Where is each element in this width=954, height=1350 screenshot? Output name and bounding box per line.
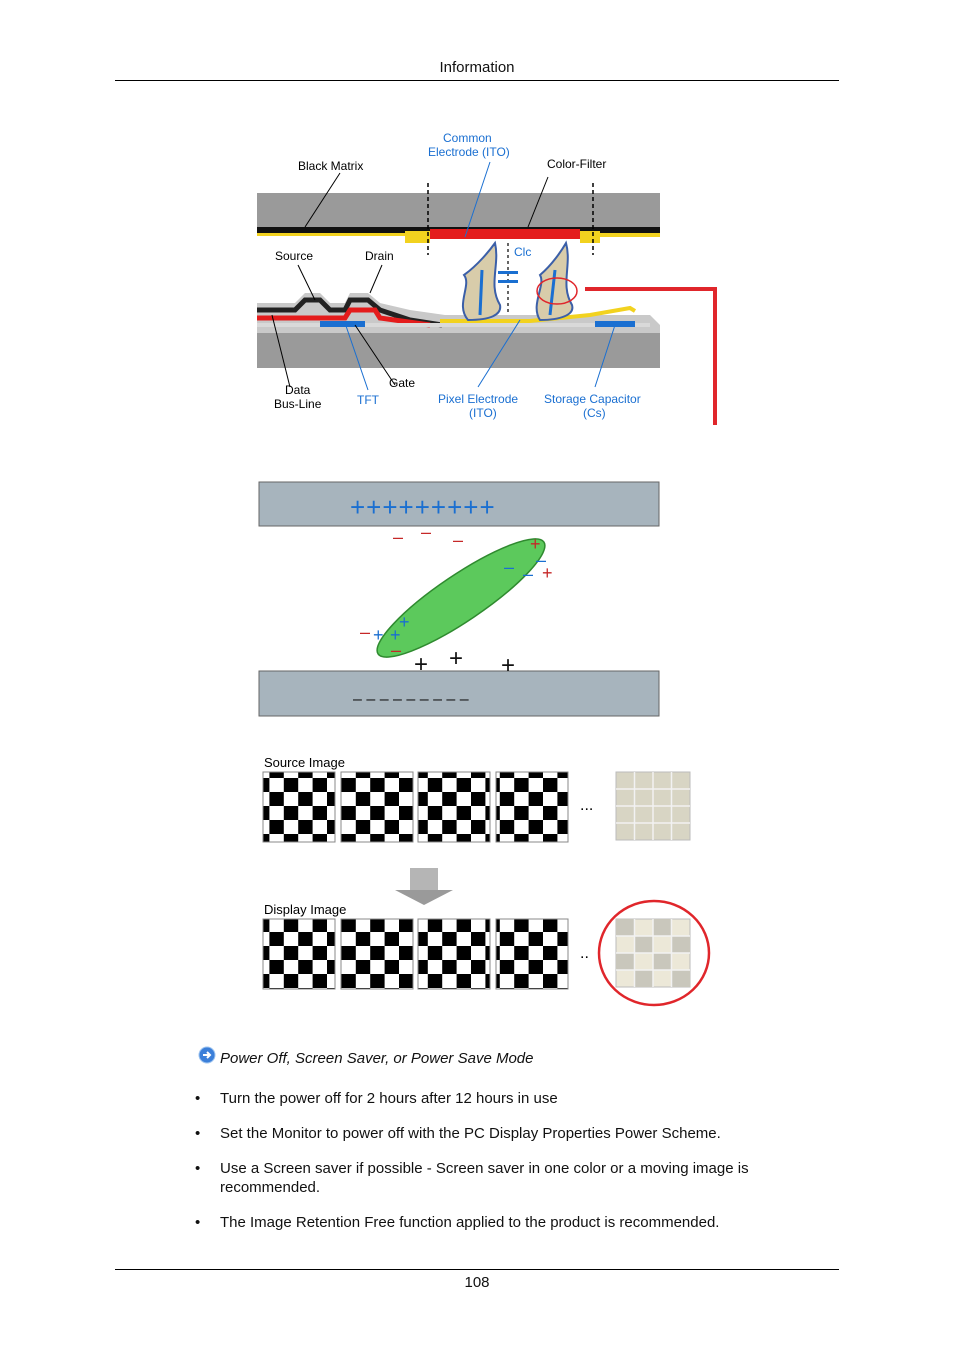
display-ellipsis: ..	[580, 945, 589, 962]
top-glass	[257, 193, 660, 227]
yellow-filter-strip	[257, 233, 407, 236]
page-number: 108	[464, 1274, 490, 1291]
arrow-right-circle-icon	[198, 1046, 216, 1064]
display-checkerboards	[263, 919, 568, 989]
source-image-label: Source Image	[264, 755, 345, 770]
list-item: • The Image Retention Free function applied to the product is recommended.	[195, 1214, 720, 1231]
label-common-electrode-2: Electrode (ITO)	[428, 145, 510, 159]
lcd-cross-section-diagram	[250, 125, 730, 425]
color-filter-yellow-left	[405, 231, 430, 243]
section-heading	[198, 1050, 533, 1067]
label-storage-capacitor-2: (Cs)	[583, 406, 606, 420]
label-common-electrode-1: Common	[443, 131, 492, 145]
list-item: • Turn the power off for 2 hours after 12 hours in use	[195, 1090, 558, 1107]
page-header-title: Information	[439, 59, 515, 76]
label-drain: Drain	[365, 249, 394, 263]
svg-text:–: –	[536, 550, 547, 570]
label-color-filter: Color-Filter	[547, 157, 607, 171]
svg-text:–: –	[453, 530, 464, 550]
svg-text:+: +	[542, 563, 553, 583]
svg-text:+: +	[399, 612, 410, 632]
footer-rule	[115, 1269, 839, 1270]
svg-text:–: –	[421, 522, 432, 542]
bullet-dot: •	[195, 1090, 201, 1107]
svg-text:–: –	[393, 527, 404, 547]
svg-text:+: +	[501, 652, 516, 679]
header-rule	[115, 80, 839, 81]
image-retention-diagram	[255, 750, 725, 1015]
label-gate: Gate	[389, 376, 416, 390]
label-data-bus-2: Bus-Line	[274, 397, 322, 411]
label-storage-capacitor-1: Storage Capacitor	[544, 392, 641, 406]
label-data-bus-1: Data	[285, 383, 311, 397]
bottom-plate-signs: – – – – – – – – –	[353, 691, 469, 708]
section-title: Power Off, Screen Saver, or Power Save Mode	[220, 1050, 534, 1067]
label-pixel-electrode-2: (ITO)	[469, 406, 497, 420]
recommendation-list	[195, 1089, 795, 1248]
liquid-crystal-diagram	[255, 478, 665, 723]
display-retention-grid	[616, 919, 690, 987]
label-tft: TFT	[357, 393, 379, 407]
source-gray-grid	[616, 772, 690, 840]
bullet-dot: •	[195, 1125, 201, 1142]
source-checkerboards	[263, 772, 568, 842]
source-ellipsis: ...	[580, 797, 594, 814]
top-plate-signs: +++++++++	[350, 492, 496, 522]
list-item: • Set the Monitor to power off with the PC Display Properties Power Scheme.	[195, 1125, 721, 1142]
svg-text:+: +	[414, 651, 429, 678]
label-pixel-electrode-1: Pixel Electrode	[438, 392, 519, 406]
label-black-matrix: Black Matrix	[298, 159, 364, 173]
down-arrow-icon	[395, 868, 453, 905]
svg-text:–: –	[391, 640, 402, 660]
list-item: • Use a Screen saver if possible - Screen saver in one color or a moving image is recommended.	[195, 1160, 749, 1196]
bullet-dot: •	[195, 1214, 201, 1231]
svg-text:+: +	[390, 625, 401, 645]
bullet-dot: •	[195, 1160, 201, 1177]
svg-text:–: –	[504, 557, 515, 577]
svg-text:–: –	[360, 622, 371, 642]
svg-text:+: +	[373, 625, 384, 645]
svg-text:–: –	[523, 564, 534, 584]
bottom-glass	[257, 333, 660, 368]
svg-text:+: +	[530, 534, 541, 554]
color-filter-red	[430, 229, 580, 239]
svg-text:+: +	[449, 645, 464, 672]
label-clc: Clc	[514, 245, 532, 259]
display-image-label: Display Image	[264, 902, 347, 917]
label-source: Source	[275, 249, 314, 263]
